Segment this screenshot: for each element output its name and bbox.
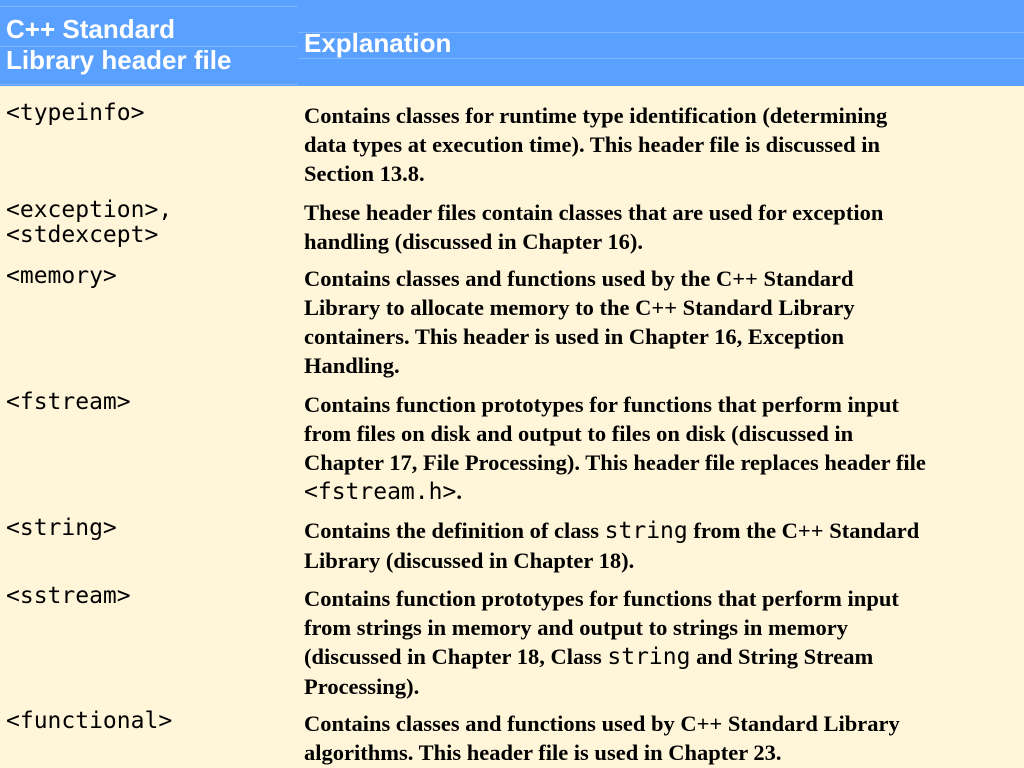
explanation-line: handling (discussed in Chapter 16). xyxy=(304,229,644,254)
explanation-line: These header files contain classes that are used for exception xyxy=(304,200,884,225)
column-header-line: Library header file xyxy=(6,45,232,75)
explanation-line: Library to allocate memory to the C++ Standard Library xyxy=(304,295,855,320)
inline-code: string xyxy=(604,518,688,544)
column-header-explanation: Explanation xyxy=(304,28,452,58)
column-header-library-file xyxy=(6,14,296,76)
explanation-line: Contains function prototypes for functions that perform input xyxy=(304,586,899,611)
explanation-text xyxy=(304,390,1024,507)
header-file-line: <fstream> xyxy=(6,389,131,415)
explanation-line xyxy=(304,477,1024,507)
explanation-fragment: . xyxy=(456,479,462,504)
header-file-name xyxy=(6,516,296,541)
header-file-line: <memory> xyxy=(6,263,117,289)
header-file-line: <exception>, xyxy=(6,197,173,223)
explanation-text xyxy=(304,101,1024,188)
explanation-line: Contains classes and functions used by the C++ Standard xyxy=(304,266,854,291)
explanation-line: Handling. xyxy=(304,353,400,378)
explanation-line xyxy=(304,642,1024,672)
explanation-text xyxy=(304,584,1024,701)
explanation-line: from files on disk and output to files on disk (discussed in xyxy=(304,421,854,446)
header-file-name xyxy=(6,390,296,415)
explanation-fragment: Contains the definition of class xyxy=(304,518,605,543)
explanation-text xyxy=(304,264,1024,380)
explanation-line: Contains classes for runtime type identification (determining xyxy=(304,103,888,128)
header-file-name xyxy=(6,709,296,734)
explanation-line: algorithms. This header file is used in Chapter 23. xyxy=(304,740,782,765)
header-file-name xyxy=(6,264,296,289)
explanation-text xyxy=(304,516,1024,575)
header-file-line: <typeinfo> xyxy=(6,100,145,126)
header-file-line: <stdexcept> xyxy=(6,222,159,248)
inline-code: string xyxy=(607,644,691,670)
column-header-line: C++ Standard xyxy=(6,14,176,44)
header-file-name xyxy=(6,584,296,609)
explanation-fragment: (discussed in Chapter 18, Class xyxy=(304,644,608,669)
header-rule xyxy=(0,6,298,7)
explanation-line xyxy=(304,516,1024,546)
explanation-line: Section 13.8. xyxy=(304,161,425,186)
header-file-name xyxy=(6,198,296,248)
explanation-line: Contains classes and functions used by C++ Standard Library xyxy=(304,711,900,736)
explanation-line: Contains function prototypes for functions that perform input xyxy=(304,392,899,417)
header-file-name xyxy=(6,101,296,126)
explanation-line: Processing). xyxy=(304,674,420,699)
inline-code: <fstream.h> xyxy=(304,479,457,505)
explanation-text xyxy=(304,198,1024,256)
explanation-fragment: and String Stream xyxy=(690,644,874,669)
header-rule xyxy=(0,84,298,85)
table-header xyxy=(0,0,1024,86)
header-file-line: <functional> xyxy=(6,708,173,734)
explanation-fragment: from the C++ Standard xyxy=(687,518,920,543)
explanation-line: Library (discussed in Chapter 18). xyxy=(304,548,635,573)
header-file-line: <string> xyxy=(6,515,117,541)
explanation-line: from strings in memory and output to strings in memory xyxy=(304,615,848,640)
explanation-line: Chapter 17, File Processing). This header file replaces header file xyxy=(304,450,926,475)
header-file-line: <sstream> xyxy=(6,583,131,609)
explanation-text xyxy=(304,709,1024,767)
explanation-line: data types at execution time). This header file is discussed in xyxy=(304,132,881,157)
explanation-line: containers. This header is used in Chapter 16, Exception xyxy=(304,324,845,349)
